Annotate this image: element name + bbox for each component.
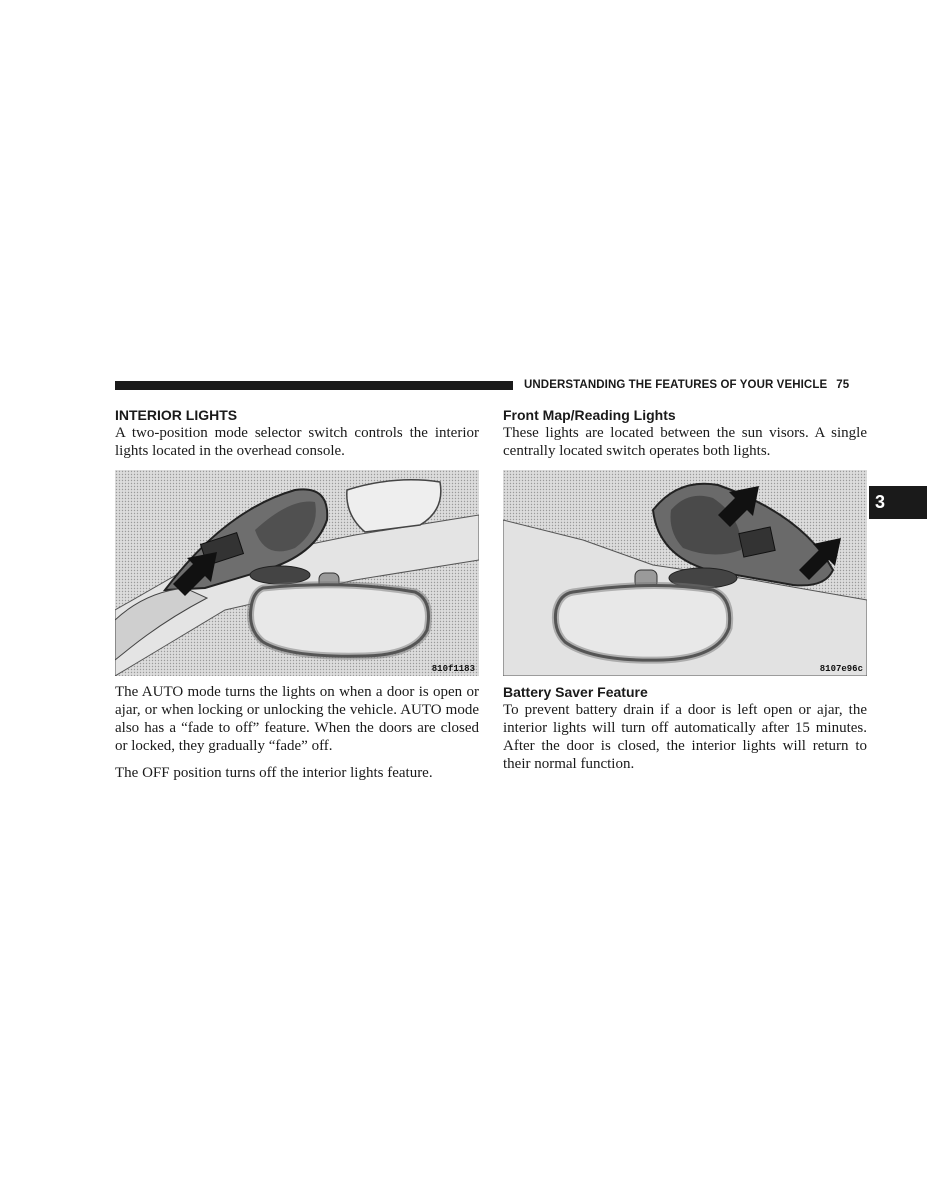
section-title: UNDERSTANDING THE FEATURES OF YOUR VEHICLE — [524, 379, 828, 391]
battery-saver-heading: Battery Saver Feature — [503, 684, 648, 700]
overhead-console-illustration — [115, 470, 479, 676]
map-reading-lights-intro: These lights are located between the sun visors. A single centrally located switch operates both lights. — [503, 425, 867, 459]
right-column — [503, 406, 867, 773]
header-rule — [115, 381, 513, 390]
figure-code: 8107e96c — [819, 664, 863, 674]
auto-mode-paragraph: The AUTO mode turns the lights on when a door is open or ajar, or when locking or unlocking the vehicle. AUTO mode also has a “fade to off” feature. When the doors are closed or locked, they gradually “fade” off. — [115, 684, 479, 754]
interior-lights-intro: A two-position mode selector switch controls the interior lights located in the overhead console. — [115, 425, 479, 459]
chapter-tab: 3 — [869, 486, 927, 519]
off-position-paragraph: The OFF position turns off the interior lights feature. — [115, 765, 433, 781]
battery-saver-paragraph: To prevent battery drain if a door is left open or ajar, the interior lights will turn off automatically after 15 minutes. After the door is closed, the interior lights will return to their normal function. — [503, 702, 867, 772]
running-header — [524, 379, 849, 391]
left-column — [115, 406, 479, 782]
map-reading-lights-heading: Front Map/Reading Lights — [503, 407, 676, 423]
page-number: 75 — [836, 379, 850, 391]
figure-code: 810f1183 — [431, 664, 475, 674]
interior-lights-heading: INTERIOR LIGHTS — [115, 407, 238, 423]
map-light-illustration — [503, 470, 867, 676]
